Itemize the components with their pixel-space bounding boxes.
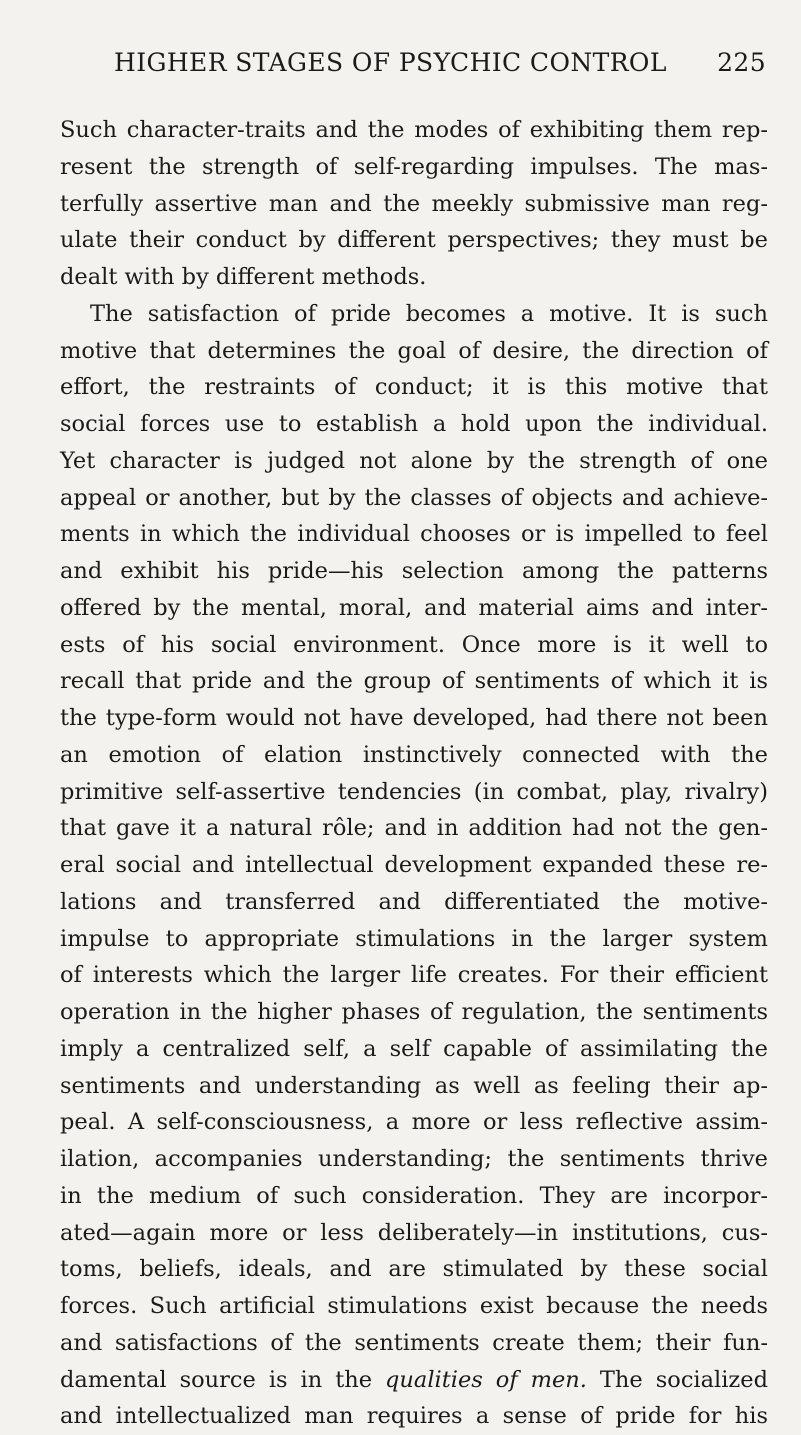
text-line: recall that pride and the group of sentiments of which it is — [60, 668, 768, 695]
text-line: terfully assertive man and the meekly submissive man reg- — [60, 190, 768, 217]
text-line: The satisfaction of pride becomes a motive. It is such — [90, 300, 768, 327]
text-line: ated—again more or less deliberately—in institutions, cus- — [60, 1219, 768, 1246]
running-head — [98, 48, 766, 82]
body-text — [60, 112, 768, 1435]
text-line: appeal or another, but by the classes of objects and achieve- — [60, 484, 768, 511]
text-line: ests of his social environment. Once more is it well to — [60, 631, 768, 658]
text-line: that gave it a natural rôle; and in addition had not the gen- — [60, 815, 768, 842]
text-line: Such character-traits and the modes of exhibiting them rep- — [60, 117, 768, 143]
text-line: effort, the restraints of conduct; it is this motive that — [60, 374, 768, 401]
text-line: of interests which the larger life creates. For their efficient — [60, 962, 768, 989]
italic-phrase: qualities of men. — [385, 1366, 587, 1393]
text-line: operation in the higher phases of regulation, the sentiments — [60, 999, 768, 1025]
text-line: lations and transferred and differentiated the motive- — [60, 888, 768, 915]
text-line: an emotion of elation instinctively connected with the — [60, 741, 768, 768]
text-line: in the medium of such consideration. They are incorpor- — [60, 1182, 768, 1209]
text-line: imply a centralized self, a self capable of assimilating the — [60, 1035, 768, 1062]
text-line: forces. Such artificial stimulations exist because the needs — [60, 1293, 768, 1319]
text-line-with-italic — [60, 1362, 768, 1399]
text-line: ments in which the individual chooses or is impelled to feel — [60, 521, 768, 548]
text-line: and exhibit his pride—his selection among the patterns — [60, 558, 768, 584]
text-line: sentiments and understanding as well as feeling their ap- — [60, 1072, 768, 1099]
text-line: eral social and intellectual development expanded these re- — [60, 852, 768, 878]
running-head-title: HIGHER STAGES OF PSYCHIC CONTROL — [114, 48, 667, 77]
text-line: social forces use to establish a hold upon the individual. — [60, 411, 768, 437]
text-run: damental source is in the — [60, 1366, 386, 1393]
page-number: 225 — [717, 48, 766, 77]
text-line: and satisfactions of the sentiments create them; their fun- — [60, 1329, 768, 1356]
text-line: dealt with by different methods. — [60, 264, 427, 290]
text-line: offered by the mental, moral, and material aims and inter- — [60, 594, 768, 621]
text-line: toms, beliefs, ideals, and are stimulated by these social — [60, 1256, 768, 1283]
text-line: resent the strength of self-regarding impulses. The mas- — [60, 153, 768, 180]
text-line: the type-form would not have developed, had there not been — [60, 705, 768, 731]
text-line: and intellectualized man requires a sense of pride for his — [60, 1403, 768, 1430]
text-line: ilation, accompanies understanding; the sentiments thrive — [60, 1146, 768, 1172]
text-line: Yet character is judged not alone by the strength of one — [60, 447, 768, 474]
text-line: primitive self-assertive tendencies (in combat, play, rivalry) — [60, 778, 768, 805]
text-line: motive that determines the goal of desire, the direction of — [60, 337, 768, 364]
text-run: The socialized — [586, 1366, 768, 1393]
text-line: impulse to appropriate stimulations in the larger system — [60, 925, 768, 952]
text-line: peal. A self-consciousness, a more or less reflective assim- — [60, 1109, 768, 1136]
text-line: ulate their conduct by different perspectives; they must be — [60, 227, 768, 254]
